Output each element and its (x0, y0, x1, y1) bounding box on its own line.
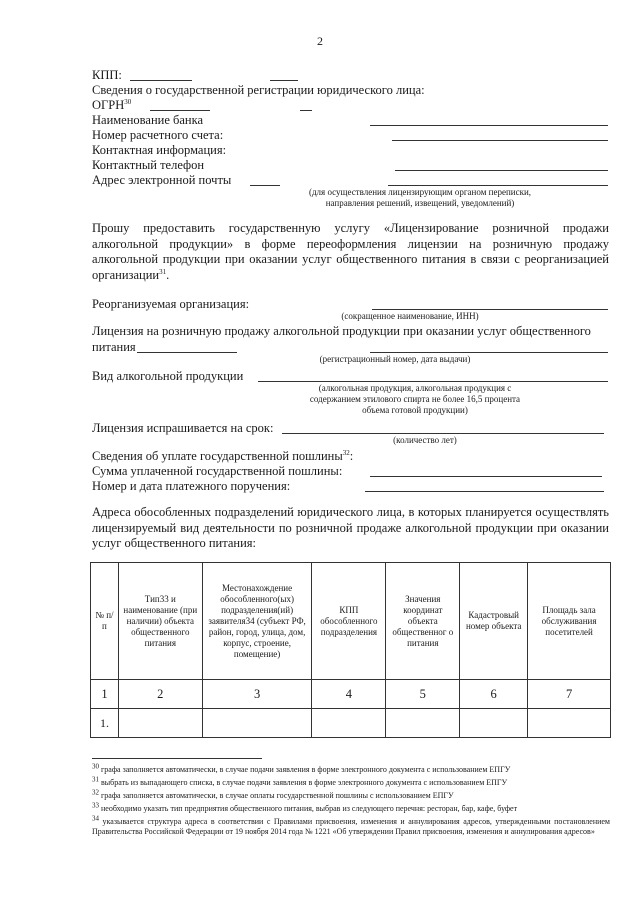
license-line-2[interactable] (370, 352, 608, 353)
row-1-number: 1. (91, 709, 119, 738)
reorg-caption: (сокращенное наименование, ИНН) (341, 311, 479, 321)
col-header-area: Площадь зала обслуживания посетителей (528, 563, 611, 680)
fee-payment-line[interactable] (365, 491, 604, 492)
table-row (91, 709, 611, 738)
col-header-type: Тип33 и наименование (при наличии) объекта общественного питания (118, 563, 202, 680)
email-line-1[interactable] (250, 185, 280, 186)
col-number-4: 4 (312, 680, 386, 709)
phone-label: Контактный телефон (92, 158, 205, 172)
footnote-31: $^{31}$ выбрать из выпадающего списка, в случае подачи заявления в форме электронного документа с использованием ЕПГУ (92, 775, 508, 787)
bank-name-label: Наименование банка (92, 113, 204, 127)
row-1-location-cell[interactable] (202, 709, 312, 738)
col-header-cadastral: Кадастровый номер объекта (460, 563, 528, 680)
product-caption-2: содержанием этилового спирта не более 16,5 процента (309, 394, 521, 404)
footnote-33: $^{33}$ необходимо указать тип предприятия общественного питания, выбрав из следующего перечня: ресторан, бар, кафе, буфет (92, 801, 518, 813)
reg-info-label: Сведения о государственной регистрации юридического лица: (92, 83, 425, 97)
ogrn-line[interactable] (150, 110, 210, 111)
fee-amount-label: Сумма уплаченной государственной пошлины: (92, 464, 343, 478)
table-number-row (91, 680, 611, 709)
col-number-6: 6 (460, 680, 528, 709)
email-caption-1: (для осуществления лицензирующим органом переписки, (308, 187, 532, 197)
email-caption-2: направления решений, извещений, уведомлений) (325, 198, 515, 208)
account-line[interactable] (392, 140, 608, 141)
product-caption-3: объема готовой продукции) (362, 405, 468, 415)
license-line-1[interactable] (137, 352, 237, 353)
footnote-32: $^{32}$ графа заполняется автоматически, в случае оплаты государственной пошлины с использованием ЕПГУ (92, 788, 454, 800)
footnote-separator (92, 758, 262, 759)
request-paragraph: Прошу предоставить государственную услугу «Лицензирование розничной продажи алкогольной продукции» в форме переоформления лицензии на розничную продажу алкогольной продукции при оказании услуг общественного питания в связи с реорганизацией организации$^{31}$. (92, 221, 609, 282)
product-label: Вид алкогольной продукции (92, 369, 244, 383)
col-header-location: Местонахождение обособленного(ых) подразделения(ий) заявителя34 (субъект РФ, район, город, улица, дом, корпус, строение, помещение) (202, 563, 312, 680)
term-caption: (количество лет) (393, 435, 457, 445)
email-label: Адрес электронной почты (92, 173, 232, 187)
row-1-cadastral-cell[interactable] (460, 709, 528, 738)
reorg-label: Реорганизуемая организация: (92, 297, 250, 311)
email-line-2[interactable] (388, 185, 608, 186)
kpp-label: КПП: (92, 68, 122, 82)
ogrn-line-2[interactable] (300, 110, 312, 111)
bank-name-line[interactable] (370, 125, 608, 126)
col-number-1: 1 (91, 680, 119, 709)
reorg-line[interactable] (372, 309, 608, 310)
product-line[interactable] (258, 381, 608, 382)
license-caption: (регистрационный номер, дата выдачи) (319, 354, 471, 364)
term-label: Лицензия испрашивается на срок: (92, 421, 274, 435)
kpp-line-2[interactable] (270, 80, 298, 81)
col-number-7: 7 (528, 680, 611, 709)
fee-amount-line[interactable] (370, 476, 602, 477)
footnote-34: $^{34}$ указывается структура адреса в соответствии с Правилами присвоения, изменения и аннулирования адресов, утвержденными постановлением Правительства Российской Федерации от 19 ноября 2014 года № 1221 «Об утверждении Правил присвоения, изменения и аннулирования адресов» (92, 814, 610, 836)
row-1-type-cell[interactable] (118, 709, 202, 738)
addresses-paragraph: Адреса обособленных подразделений юридического лица, в которых планируется осуществлять лицензируемый вид деятельности по розничной продаже алкогольной продукции при оказании услуг общественного питания: (92, 505, 609, 550)
contact-info-label: Контактная информация: (92, 143, 227, 157)
term-line[interactable] (282, 433, 604, 434)
product-caption-1: (алкогольная продукция, алкогольная продукция с (318, 383, 512, 393)
col-header-coordinates: Значения координат объекта общественног о питания (386, 563, 460, 680)
license-label-2: питания (92, 340, 136, 354)
ogrn-label: ОГРН$^{30}$ (92, 97, 132, 112)
footnote-30: $^{30}$ графа заполняется автоматически, в случае подачи заявления в форме электронного документа с использованием ЕПГУ (92, 762, 511, 774)
phone-line[interactable] (395, 170, 608, 171)
col-number-2: 2 (118, 680, 202, 709)
account-label: Номер расчетного счета: (92, 128, 224, 142)
fee-payment-label: Номер и дата платежного поручения: (92, 479, 291, 493)
row-1-coordinates-cell[interactable] (386, 709, 460, 738)
fee-label: Сведения об уплате государственной пошлины$^{32}$: (92, 448, 354, 463)
license-label-1: Лицензия на розничную продажу алкогольной продукции при оказании услуг общественного (92, 324, 591, 338)
kpp-line[interactable] (130, 80, 192, 81)
page-number: 2 (317, 34, 323, 48)
row-1-kpp-cell[interactable] (312, 709, 386, 738)
subdivisions-table (90, 562, 611, 738)
col-number-3: 3 (202, 680, 312, 709)
table-header-row (91, 563, 611, 680)
col-number-5: 5 (386, 680, 460, 709)
col-header-kpp: КПП обособленного подразделения (312, 563, 386, 680)
col-header-number: № п/п (91, 563, 119, 680)
row-1-area-cell[interactable] (528, 709, 611, 738)
